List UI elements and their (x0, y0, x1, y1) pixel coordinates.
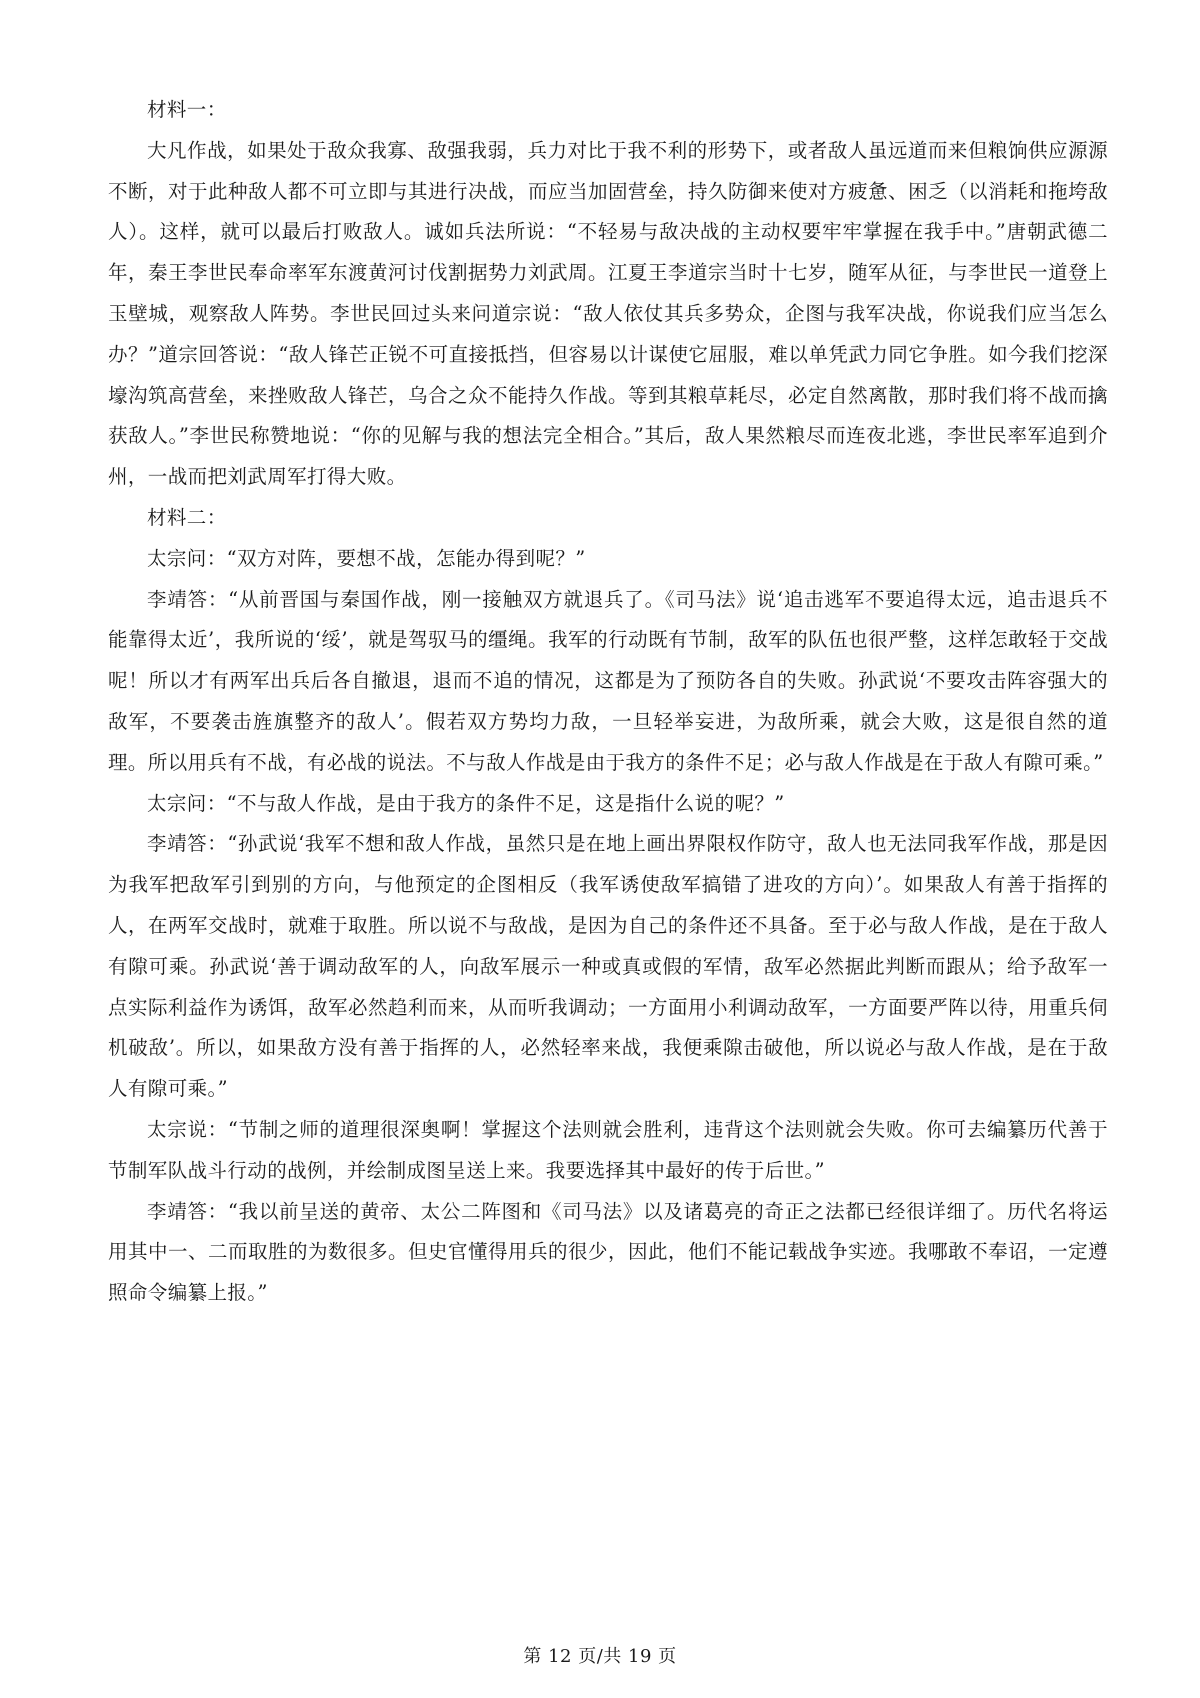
paragraph: 李靖答：“孙武说‘我军不想和敌人作战，虽然只是在地上画出界限权作防守，敌人也无法同我军作战，那是因为我军把敌军引到别的方向，与他预定的企图相反（我军诱使敌军搞错了进攻的方向）’。如果敌人有善于指挥的人，在两军交战时，就难于取胜。所以说不与敌战，是因为自己的条件还不具备。至于必与敌人作战，是在于敌人有隙可乘。孙武说‘善于调动敌军的人，向敌军展示一种或真或假的军情，敌军必然据此判断而跟从；给予敌军一点实际利益作为诱饵，敌军必然趋利而来，从而听我调动；一方面用小利调动敌军，一方面要严阵以待，用重兵伺机破敌’。所以，如果敌方没有善于指挥的人，必然轻率来战，我便乘隙击破他，所以说必与敌人作战，是在于敌人有隙可乘。” (108, 832, 1108, 1101)
paragraph: 大凡作战，如果处于敌众我寡、敌强我弱，兵力对比于我不利的形势下，或者敌人虽远道而来但粮饷供应源源不断，对于此种敌人都不可立即与其进行决战，而应当加固营垒，持久防御来使对方疲惫、困乏（以消耗和拖垮敌人）。这样，就可以最后打败敌人。诚如兵法所说：“不轻易与敌决战的主动权要牢牢掌握在我手中。”唐朝武德二年，秦王李世民奉命率军东渡黄河讨伐割据势力刘武周。江夏王李道宗当时十七岁，随军从征，与李世民一道登上玉壁城，观察敌人阵势。李世民回过头来问道宗说：“敌人依仗其兵多势众，企图与我军决战，你说我们应当怎么办？”道宗回答说：“敌人锋芒正锐不可直接抵挡，但容易以计谋使它屈服，难以单凭武力同它争胜。如今我们挖深壕沟筑高营垒，来挫败敌人锋芒，乌合之众不能持久作战。等到其粮草耗尽，必定自然离散，那时我们将不战而擒获敌人。”李世民称赞地说：“你的见解与我的想法完全相合。”其后，敌人果然粮尽而连夜北逃，李世民率军追到介州，一战而把刘武周军打得大败。 (108, 138, 1108, 489)
page-number-footer: 第 12 页/共 19 页 (523, 1646, 677, 1667)
paragraph: 李靖答：“从前晋国与秦国作战，刚一接触双方就退兵了。《司马法》说‘追击逃军不要追得太远，追击退兵不能靠得太近’，我所说的‘绥’，就是驾驭马的缰绳。我军的行动既有节制，敌军的队伍也很严整，这样怎敢轻于交战呢！所以才有两军出兵后各自撤退，退而不追的情况，这都是为了预防各自的失败。孙武说‘不要攻击阵容强大的敌军，不要袭击旌旗整齐的敌人’。假若双方势均力敌，一旦轻举妄进，为敌所乘，就会大败，这是很自然的道理。所以用兵有不战，有必战的说法。不与敌人作战是由于我方的条件不足；必与敌人作战是在于敌人有隙可乘。” (108, 587, 1108, 774)
paragraph: 太宗问：“不与敌人作战，是由于我方的条件不足，这是指什么说的呢？” (147, 791, 785, 815)
paragraph: 太宗说：“节制之师的道理很深奥啊！掌握这个法则就会胜利，违背这个法则就会失败。你可去编纂历代善于节制军队战斗行动的战例，并绘制成图呈送上来。我要选择其中最好的传于后世。” (108, 1117, 1108, 1182)
heading-material-one: 材料一： (147, 98, 227, 121)
paragraph: 李靖答：“我以前呈送的黄帝、太公二阵图和《司马法》以及诸葛亮的奇正之法都已经很详细了。历代名将运用其中一、二而取胜的为数很多。但史官懂得用兵的很少，因此，他们不能记载战争实迹。我哪敢不奉诏，一定遵照命令编纂上报。” (108, 1199, 1108, 1305)
document-body (108, 90, 1108, 1314)
heading-material-two: 材料二： (147, 505, 227, 529)
paragraph: 太宗问：“双方对阵，要想不战，怎能办得到呢？” (147, 546, 586, 570)
